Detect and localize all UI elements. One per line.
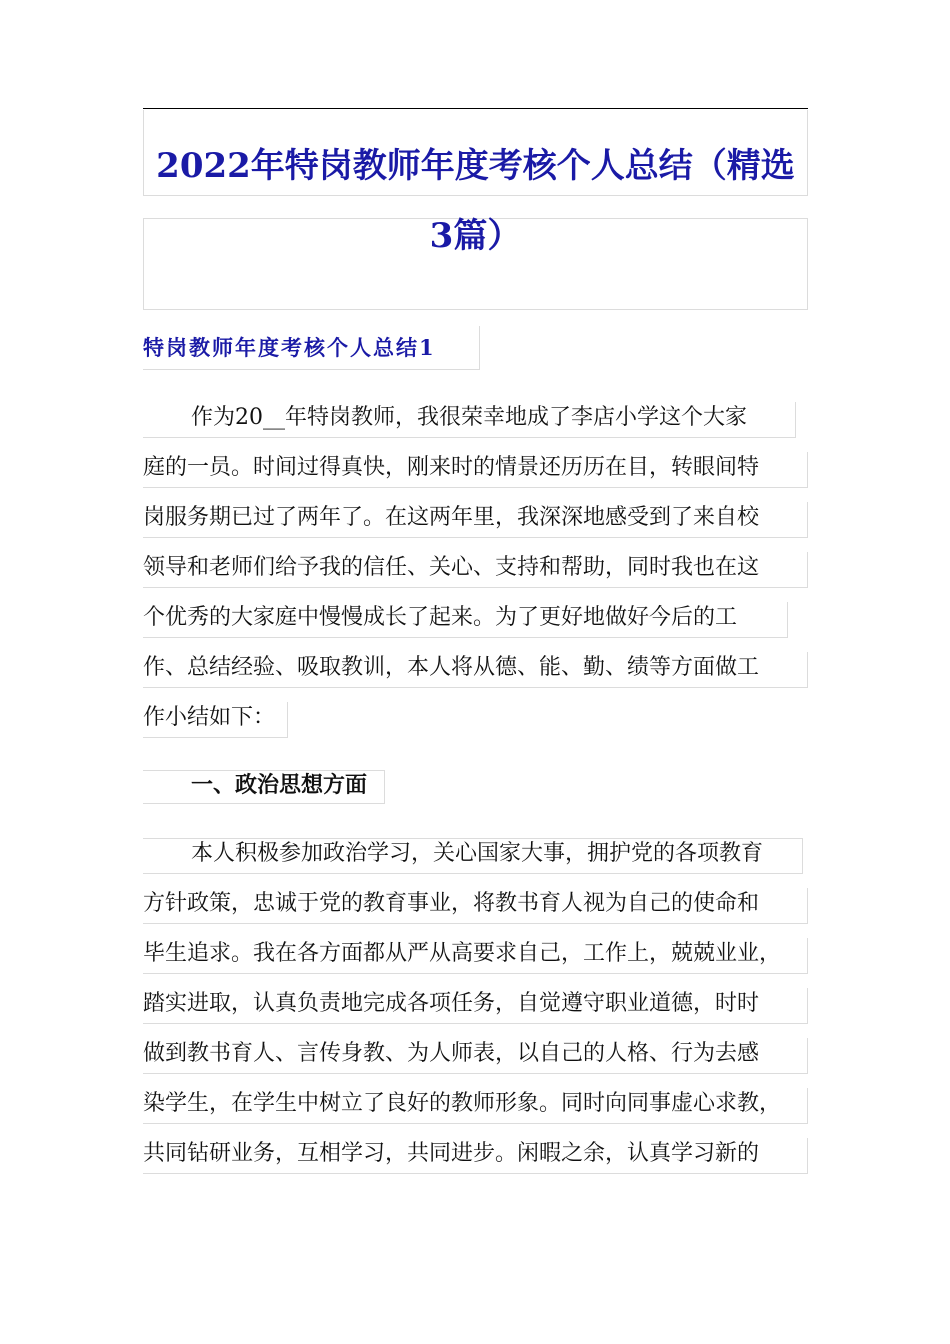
paragraph-2-line: 本人积极参加政治学习，关心国家大事，拥护党的各项教育 [191, 841, 764, 866]
paragraph-1-line: 个优秀的大家庭中慢慢成长了起来。为了更好地做好今后的工 [143, 605, 738, 630]
paragraph-2-line: 染学生，在学生中树立了良好的教师形象。同时向同事虚心求教， [143, 1091, 782, 1116]
paragraph-1-line: 岗服务期已过了两年了。在这两年里，我深深地感受到了来自校 [143, 505, 760, 530]
paragraph-2-line: 踏实进取，认真负责地完成各项任务，自觉遵守职业道德，时时 [143, 991, 760, 1016]
paragraph-1-line: 作小结如下： [143, 705, 276, 730]
paragraph-1-line: 庭的一员。时间过得真快，刚来时的情景还历历在目，转眼间特 [143, 455, 760, 480]
paragraph-1-line: 作、总结经验、吸取教训，本人将从德、能、勤、绩等方面做工 [143, 655, 760, 680]
paragraph-1-line: 领导和老师们给予我的信任、关心、支持和帮助，同时我也在这 [143, 555, 760, 580]
paragraph-2-line: 毕生追求。我在各方面都从严从高要求自己，工作上，兢兢业业， [143, 941, 782, 966]
header-rule [143, 108, 808, 109]
subheading-political: 一、政治思想方面 [191, 772, 368, 798]
document-title-line-1: 2022年特岗教师年度考核个人总结（精选 [156, 146, 795, 186]
paragraph-1-line: 作为20__年特岗教师，我很荣幸地成了李店小学这个大家 [191, 405, 747, 430]
paragraph-2-line: 方针政策，忠诚于党的教育事业，将教书育人视为自己的使命和 [143, 891, 760, 916]
document-title-line-2: 3篇） [429, 216, 522, 256]
paragraph-2-line: 共同钻研业务，互相学习，共同进步。闲暇之余，认真学习新的 [143, 1141, 760, 1166]
paragraph-2-line: 做到教书育人、言传身教、为人师表，以自己的人格、行为去感 [143, 1041, 760, 1066]
section-heading: 特岗教师年度考核个人总结1 [143, 335, 436, 360]
